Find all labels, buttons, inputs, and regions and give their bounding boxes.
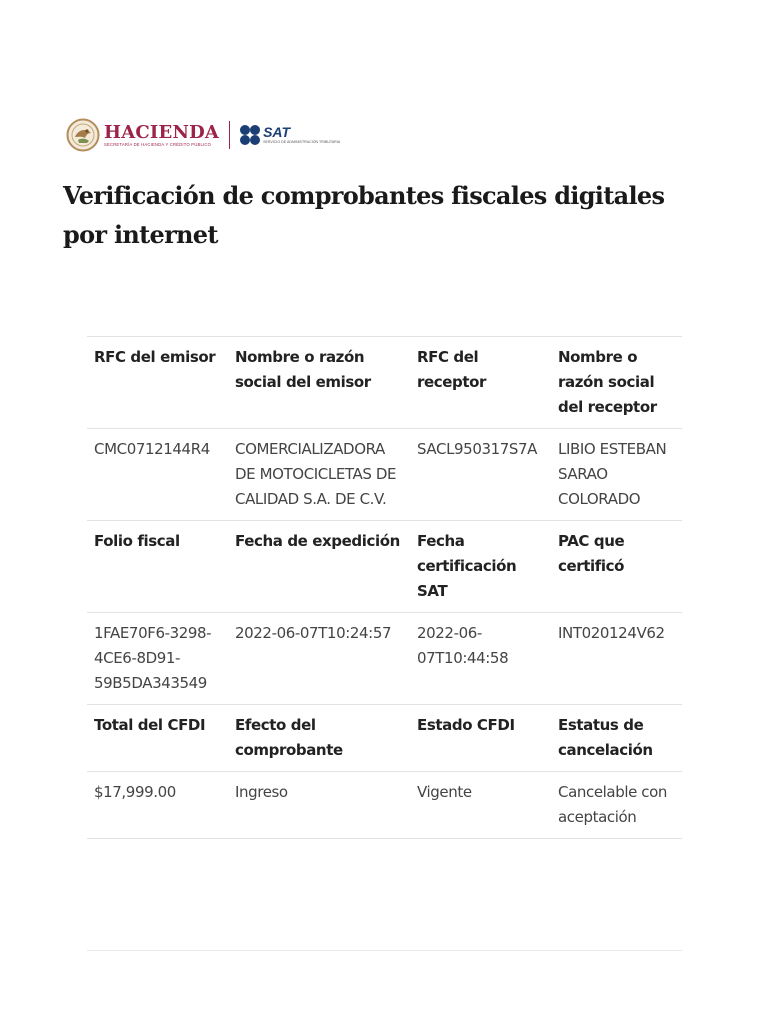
header-cell: Folio fiscal [87,521,228,613]
header-cell: Nombre o razón social del receptor [551,337,682,429]
header-cell: RFC del receptor [410,337,551,429]
value-cell: INT020124V62 [551,613,682,705]
header-cell: Estatus de cancelación [551,705,682,772]
header-cell: Efecto del comprobante [228,705,410,772]
value-cell: COMERCIALIZADORA DE MOTOCICLETAS DE CALIDAD S.A. DE C.V. [228,429,410,521]
table-value-row [87,772,682,839]
eagle-emblem-icon [66,116,100,154]
hacienda-name: HACIENDA [104,121,220,143]
value-cell: Cancelable con aceptación [551,772,682,839]
hacienda-logo [66,116,219,154]
sat-dots-icon [239,124,261,146]
value-cell: CMC0712144R4 [87,429,228,521]
header-cell: Total del CFDI [87,705,228,772]
header-cell: PAC que certificó [551,521,682,613]
value-cell: $17,999.00 [87,772,228,839]
table-value-row [87,613,682,705]
sat-logo [239,124,340,146]
header-cell: Nombre o razón social del emisor [228,337,410,429]
header-cell: RFC del emisor [87,337,228,429]
value-cell: SACL950317S7A [410,429,551,521]
bottom-divider [87,950,682,951]
cfdi-verification-table [87,336,682,839]
logo-divider [229,121,230,149]
header-cell: Fecha certificación SAT [410,521,551,613]
table-header-row [87,705,682,772]
sat-subtitle: SERVICIO DE ADMINISTRACIÓN TRIBUTARIA [263,140,341,144]
header-cell: Fecha de expedición [228,521,410,613]
value-cell: 2022-06-07T10:24:57 [228,613,410,705]
value-cell: 2022-06-07T10:44:58 [410,613,551,705]
table-header-row [87,521,682,613]
page-title: Verificación de comprobantes fiscales digitales por internet [63,181,665,249]
value-cell: 1FAE70F6-3298-4CE6-8D91-59B5DA343549 [87,613,228,705]
hacienda-subtitle: SECRETARÍA DE HACIENDA Y CRÉDITO PÚBLICO [104,141,212,147]
header-logos [66,115,340,155]
header-cell: Estado CFDI [410,705,551,772]
value-cell: Vigente [410,772,551,839]
sat-name: SAT [263,124,291,140]
table-value-row [87,429,682,521]
table-header-row [87,337,682,429]
value-cell: Ingreso [228,772,410,839]
value-cell: LIBIO ESTEBAN SARAO COLORADO [551,429,682,521]
